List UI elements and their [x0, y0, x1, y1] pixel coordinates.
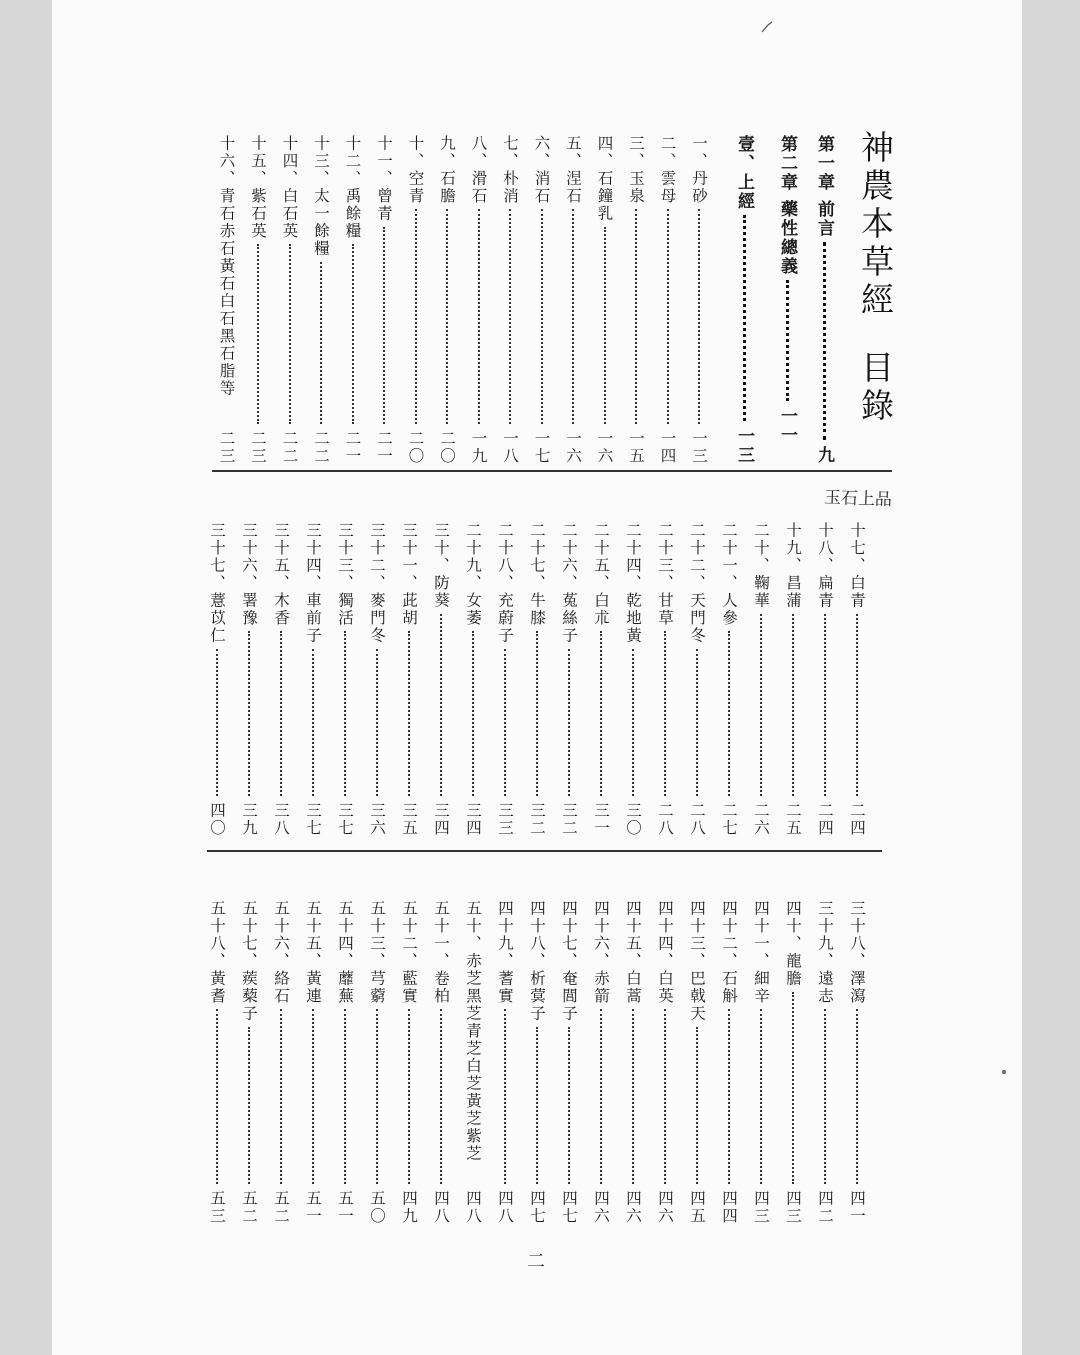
scan-speck-icon [1000, 1068, 1008, 1076]
entry-label: 二十八、充蔚子 [496, 522, 514, 645]
entry-label: 四十一、細辛 [752, 900, 770, 1005]
toc-entry [330, 522, 360, 837]
title-main: 神農本草經 [856, 130, 895, 320]
toc-entry [394, 900, 424, 1225]
entry-page: 二三 [217, 430, 236, 465]
entry-label: 四十九、蓍實 [496, 900, 514, 1005]
entry-label: 二十三、甘草 [656, 522, 674, 627]
toc-entry [234, 900, 264, 1225]
entry-label: 二十六、菟絲子 [560, 522, 578, 645]
toc-entry [338, 135, 368, 465]
entry-label: 二十、鞠華 [752, 522, 770, 610]
toc-entry [495, 135, 525, 465]
leader-dots [312, 649, 314, 797]
entry-label: 三十九、遠志 [816, 900, 834, 1005]
entry-page: 二四 [848, 802, 866, 837]
toc-entry [810, 900, 840, 1225]
entry-page: 三八 [272, 802, 290, 837]
entry-page: 二二 [280, 430, 299, 465]
leader-dots [728, 1009, 730, 1184]
toc-entry [778, 900, 808, 1225]
toc-entry [202, 522, 232, 837]
leader-dots [509, 209, 511, 424]
toc-entry [369, 135, 399, 465]
leader-dots [856, 1009, 858, 1184]
toc-entry [618, 522, 648, 837]
chapter-label: 第二章 藥性總義 [777, 135, 797, 276]
leader-dots [280, 1009, 282, 1184]
leader-dots [824, 1009, 826, 1184]
leader-dots [600, 631, 602, 796]
toc-entry [362, 522, 392, 837]
entry-label: 二十九、女萎 [464, 522, 482, 627]
toc-entry [266, 900, 296, 1225]
leader-dots [440, 1009, 442, 1184]
entry-page: 四六 [624, 1190, 642, 1225]
entry-page: 三七 [304, 802, 322, 837]
entry-label: 九、石膽 [438, 135, 456, 205]
entry-page: 五二 [240, 1190, 258, 1225]
chapter-page: 一一 [777, 407, 797, 445]
toc-entry [330, 900, 360, 1225]
leader-dots [408, 631, 410, 796]
entry-page: 四八 [464, 1190, 482, 1225]
toc-entry [490, 522, 520, 837]
chapter-entry-1 [809, 135, 839, 465]
entry-page: 四八 [432, 1190, 450, 1225]
leader-dots [743, 215, 746, 421]
leader-dots [280, 631, 282, 796]
leader-dots [664, 1009, 666, 1184]
entry-page: 二八 [656, 802, 674, 837]
entry-page: 四七 [560, 1190, 578, 1225]
entry-label: 十二、禹餘糧 [343, 135, 362, 240]
entry-page: 四六 [656, 1190, 674, 1225]
entry-page: 二五 [784, 802, 802, 837]
toc-section-1 [52, 135, 1022, 465]
toc-entry [810, 522, 840, 837]
toc-entry [778, 522, 808, 837]
leader-dots [667, 209, 669, 424]
toc-entry [842, 900, 872, 1225]
entry-page: 三一 [592, 802, 610, 837]
toc-entry [554, 900, 584, 1225]
entry-page: 二一 [343, 430, 362, 465]
entry-page: 四九 [400, 1190, 418, 1225]
entry-page: 一五 [627, 430, 645, 465]
entry-label: 三十四、車前子 [304, 522, 322, 645]
entry-page: 一八 [501, 430, 519, 465]
entry-label: 五十二、藍實 [400, 900, 418, 1005]
handwritten-annotation: 玉石上品 [823, 487, 893, 511]
toc-entry [212, 135, 242, 465]
leader-dots [472, 631, 474, 796]
entry-label: 五十、赤芝黑芝青芝白芝黃芝紫芝 [464, 900, 482, 1163]
toc-entry [202, 900, 232, 1225]
leader-dots [289, 244, 291, 424]
toc-entry [618, 900, 648, 1225]
entry-label: 二十四、乾地黃 [624, 522, 642, 645]
leader-dots [415, 209, 417, 424]
toc-entry [362, 900, 392, 1225]
toc-entry [527, 135, 557, 465]
entry-label: 十一、曾青 [375, 135, 393, 223]
entry-label: 三、玉泉 [627, 135, 645, 205]
entry-label: 五十三、芎藭 [368, 900, 386, 1005]
entry-page: 一六 [595, 430, 614, 465]
leader-dots [376, 1009, 378, 1184]
leader-dots [568, 1027, 570, 1185]
entry-page: 五一 [336, 1190, 354, 1225]
toc-entry [842, 522, 872, 837]
entry-page: 四八 [496, 1190, 514, 1225]
entry-page: 四五 [688, 1190, 706, 1225]
entry-label: 十三、太一餘糧 [312, 135, 330, 258]
entry-page: 一七 [532, 430, 551, 465]
entry-page: 二一 [375, 430, 393, 465]
entry-label: 十五、紫石英 [249, 135, 267, 240]
toc-entry [522, 522, 552, 837]
entry-page: 一三 [690, 430, 708, 465]
entry-page: 五三 [208, 1190, 226, 1225]
entry-label: 四、石鐘乳 [595, 135, 614, 223]
entry-label: 四十、龍膽 [784, 900, 802, 988]
scan-speck-icon [760, 20, 774, 34]
leader-dots [248, 1027, 250, 1185]
leader-dots [383, 227, 385, 425]
entry-page: 四一 [848, 1190, 866, 1225]
entry-page: 四四 [720, 1190, 738, 1225]
leader-dots [664, 631, 666, 796]
toc-entry [558, 135, 588, 465]
toc-entry [684, 135, 714, 465]
chapter-label: 壹、上經 [734, 135, 754, 211]
chapter-page: 九 [814, 446, 834, 465]
leader-dots [696, 1027, 698, 1185]
leader-dots [216, 1009, 218, 1184]
entry-label: 三十二、麥門冬 [368, 522, 386, 645]
entry-page: 二四 [816, 802, 834, 837]
leader-dots [600, 1009, 602, 1184]
leader-dots [568, 649, 570, 797]
entry-page: 四三 [752, 1190, 770, 1225]
leader-dots [635, 209, 637, 424]
toc-entry [464, 135, 494, 465]
leader-dots [572, 209, 574, 424]
chapter-label: 第一章 前言 [814, 135, 834, 238]
toc-section-2 [52, 522, 1022, 837]
toc-entry [554, 522, 584, 837]
leader-dots [541, 209, 543, 424]
leader-dots [478, 209, 480, 424]
entry-page: 四七 [528, 1190, 546, 1225]
chapter-entry-2 [772, 135, 802, 445]
entry-label: 二十七、牛膝 [528, 522, 546, 627]
entry-page: 三五 [400, 802, 418, 837]
toc-entry [234, 522, 264, 837]
entry-label: 三十、防葵 [432, 522, 450, 610]
entry-page: 三四 [432, 802, 450, 837]
entry-label: 二十一、人參 [720, 522, 738, 627]
leader-dots [792, 614, 794, 797]
entry-page: 二〇 [406, 430, 425, 465]
toc-entry [682, 900, 712, 1225]
entry-page: 三〇 [624, 802, 642, 837]
entry-page: 一九 [469, 430, 488, 465]
leader-dots [632, 649, 634, 797]
leader-dots [352, 244, 354, 424]
leader-dots [786, 280, 789, 401]
entry-label: 三十六、署豫 [240, 522, 258, 627]
title-sub: 目錄 [856, 350, 895, 426]
entry-label: 十九、昌蒲 [784, 522, 802, 610]
section-divider [212, 470, 892, 472]
entry-page: 二六 [752, 802, 770, 837]
toc-entry [394, 522, 424, 837]
entry-label: 十六、青石赤石黃石白石黑石脂等 [217, 135, 236, 398]
entry-label: 三十八、澤瀉 [848, 900, 866, 1005]
toc-entry [714, 900, 744, 1225]
entry-page: 三九 [240, 802, 258, 837]
toc-entry [650, 900, 680, 1225]
entry-label: 十七、白青 [848, 522, 866, 610]
leader-dots [257, 244, 259, 424]
leader-dots [632, 1009, 634, 1184]
leader-dots [728, 631, 730, 796]
toc-entry [306, 135, 336, 465]
entry-label: 八、滑石 [469, 135, 488, 205]
toc-entry [490, 900, 520, 1225]
leader-dots [248, 631, 250, 796]
leader-dots [604, 227, 606, 425]
toc-entry [426, 522, 456, 837]
entry-page: 四〇 [208, 802, 226, 837]
entry-label: 二、雲母 [658, 135, 677, 205]
entry-label: 四十六、赤箭 [592, 900, 610, 1005]
leader-dots [536, 631, 538, 796]
entry-label: 五十六、絡石 [272, 900, 290, 1005]
entry-label: 四十三、巴戟天 [688, 900, 706, 1023]
entry-page: 二〇 [438, 430, 456, 465]
entry-page: 二八 [688, 802, 706, 837]
toc-entry [298, 900, 328, 1225]
entry-label: 三十七、薏苡仁 [208, 522, 226, 645]
leader-dots [856, 614, 858, 797]
entry-page: 三四 [464, 802, 482, 837]
toc-entry [714, 522, 744, 837]
leader-dots [760, 1009, 762, 1184]
leader-dots [446, 209, 448, 424]
leader-dots [440, 614, 442, 797]
leader-dots [344, 1009, 346, 1184]
leader-dots [760, 614, 762, 797]
toc-entry [653, 135, 683, 465]
entry-label: 四十五、白蒿 [624, 900, 642, 1005]
entry-label: 四十二、石斛 [720, 900, 738, 1005]
entry-page: 二三 [249, 430, 267, 465]
entry-label: 五十八、黃耆 [208, 900, 226, 1005]
scanned-page [52, 0, 1022, 1355]
toc-entry [590, 135, 620, 465]
toc-entry [522, 900, 552, 1225]
entry-label: 五十一、卷柏 [432, 900, 450, 1005]
entry-page: 五二 [272, 1190, 290, 1225]
toc-entry [586, 900, 616, 1225]
entry-page: 三二 [560, 802, 578, 837]
entry-page: 三六 [368, 802, 386, 837]
entry-page: 一六 [564, 430, 582, 465]
toc-entry [426, 900, 456, 1225]
leader-dots [312, 1009, 314, 1184]
leader-dots [504, 1009, 506, 1184]
leader-dots [696, 649, 698, 797]
entry-page: 五〇 [368, 1190, 386, 1225]
toc-entry [746, 522, 776, 837]
toc-entry [746, 900, 776, 1225]
leader-dots [824, 614, 826, 797]
entry-label: 五十七、蒺蔾子 [240, 900, 258, 1023]
chapter-page: 一三 [734, 427, 754, 465]
toc-entry [432, 135, 462, 465]
entry-page: 一四 [658, 430, 677, 465]
page-number: 二 [527, 1251, 545, 1272]
leader-dots [698, 209, 700, 424]
entry-label: 三十五、木香 [272, 522, 290, 627]
entry-page: 二二 [312, 430, 330, 465]
entry-page: 二七 [720, 802, 738, 837]
toc-entry [266, 522, 296, 837]
leader-dots [504, 649, 506, 797]
leader-dots [792, 992, 794, 1185]
toc-entry [621, 135, 651, 465]
chapter-entry-3 [729, 135, 759, 465]
entry-label: 三十三、獨活 [336, 522, 354, 627]
toc-section-3 [52, 900, 1022, 1225]
toc-entry [275, 135, 305, 465]
toc-entry [650, 522, 680, 837]
entry-label: 五、涅石 [564, 135, 582, 205]
toc-entry [243, 135, 273, 465]
entry-page: 四三 [784, 1190, 802, 1225]
toc-entry [586, 522, 616, 837]
toc-entry [682, 522, 712, 837]
entry-label: 四十八、析蓂子 [528, 900, 546, 1023]
toc-entry [401, 135, 431, 465]
entry-page: 四二 [816, 1190, 834, 1225]
entry-label: 二十二、天門冬 [688, 522, 706, 645]
entry-page: 三三 [496, 802, 514, 837]
entry-label: 十八、扁青 [816, 522, 834, 610]
leader-dots [536, 1027, 538, 1185]
entry-label: 六、消石 [532, 135, 551, 205]
leader-dots [823, 242, 826, 440]
section-divider [207, 850, 882, 852]
entry-label: 三十一、茈胡 [400, 522, 418, 627]
entry-label: 二十五、白朮 [592, 522, 610, 627]
entry-label: 一、丹砂 [690, 135, 708, 205]
toc-entry [298, 522, 328, 837]
toc-entry [458, 900, 488, 1225]
entry-page: 四六 [592, 1190, 610, 1225]
entry-page: 三二 [528, 802, 546, 837]
leader-dots [344, 631, 346, 796]
leader-dots [320, 262, 322, 425]
leader-dots [216, 649, 218, 797]
entry-label: 七、朴消 [501, 135, 519, 205]
entry-label: 十、空青 [406, 135, 425, 205]
entry-page: 五一 [304, 1190, 322, 1225]
entry-label: 四十四、白英 [656, 900, 674, 1005]
entry-page: 三七 [336, 802, 354, 837]
entry-label: 五十五、黃連 [304, 900, 322, 1005]
entry-label: 四十七、奄閭子 [560, 900, 578, 1023]
entry-label: 五十四、蘼蕪 [336, 900, 354, 1005]
leader-dots [376, 649, 378, 797]
toc-entry [458, 522, 488, 837]
leader-dots [408, 1009, 410, 1184]
entry-label: 十四、白石英 [280, 135, 299, 240]
